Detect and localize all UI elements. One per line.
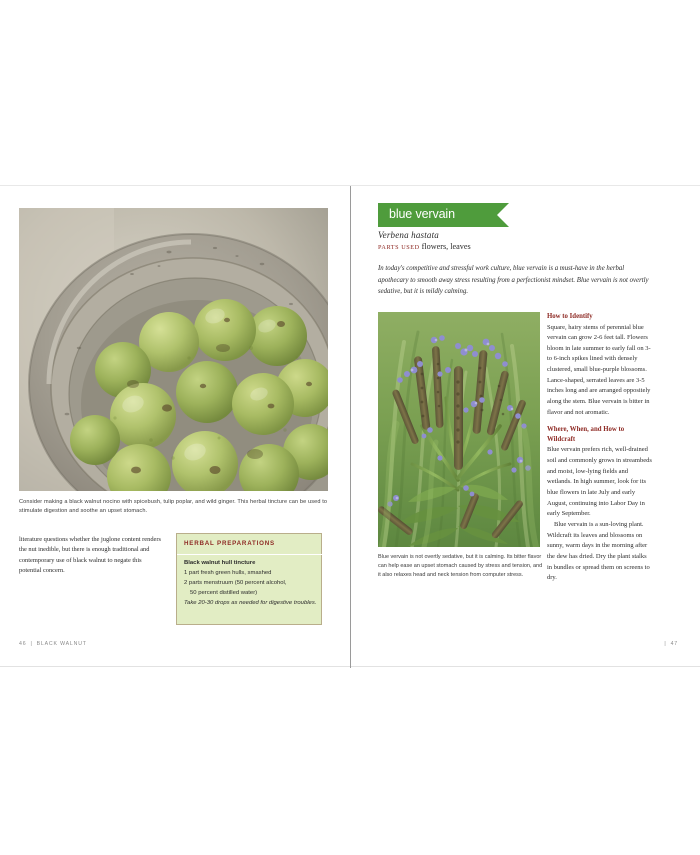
latin-botanical-name: Verbena hastata (378, 230, 439, 240)
recipe-ingredient: 1 part fresh green hulls, smashed (184, 569, 272, 576)
parts-used-value: flowers, leaves (421, 242, 471, 251)
herbal-preparations-title: HERBAL PREPARATIONS (184, 540, 275, 547)
black-walnut-photo (19, 208, 328, 491)
left-running-head: BLACK WALNUT (36, 641, 87, 647)
black-walnut-photo-caption: Consider making a black walnut nocino with spicebush, tulip poplar, and wild ginger. This herbal tincture can be used to stimulate digestion and soothe an upset stomach. (19, 499, 328, 515)
herbal-preparations-content (184, 559, 317, 609)
right-page (351, 186, 700, 668)
chapter-title-banner (378, 203, 509, 227)
recipe-ingredient: 50 percent distilled water) (190, 589, 258, 596)
section-paragraph: Blue vervain is a sun-loving plant. Wildcraft its leaves and blossoms on sunny, warm days in the morning after the dew has dried. Dry the plant stalks in bundles or spread them on screens to dry. (547, 521, 650, 582)
parts-used-line (378, 242, 471, 251)
folio-separator: | (30, 641, 33, 647)
right-page-folio (664, 641, 678, 647)
left-page-folio (19, 641, 87, 647)
blue-vervain-photo-caption: Blue vervain is not overtly sedative, but it is calming. Its bitter flavor can help ease an upset stomach caused by stress and tension, and it also relaxes head and neck tension from computer stress. (378, 554, 543, 579)
folio-separator: | (664, 641, 667, 647)
section-heading-where-when-how-to-wildcraft: Where, When, and How to Wildcraft (547, 426, 625, 443)
section-paragraph: Blue vervain prefers rich, well-drained soil and commonly grows in streambeds and moist, low-lying fields and wetlands. In high summer, look for its blue flowers in late July and early August, continuing into Labor Day in early September. (547, 446, 652, 518)
intro-paragraph: In today's competitive and stressful work culture, blue vervain is a must-have in the herbal apothecary to smooth away stress resulting from a perfectionist mindset. Blue vervain is not overtly sedative, but it is mildly calming. (378, 265, 649, 296)
right-page-text-column (547, 312, 653, 584)
recipe-dosage: Take 20-30 drops as needed for digestive troubles. (184, 599, 317, 606)
herbal-preparations-box (176, 533, 322, 625)
left-page (0, 186, 350, 668)
right-page-number: 47 (670, 641, 678, 647)
recipe-name: Black walnut hull tincture (184, 560, 256, 566)
section-spacer (547, 418, 653, 425)
recipe-ingredient: 2 parts menstruum (50 percent alcohol, (184, 579, 287, 586)
herbal-box-divider (177, 554, 323, 555)
chapter-title-text: blue vervain (389, 207, 455, 221)
left-page-body-text: literature questions whether the juglone content renders the nut inedible, but there is enough traditional and contemporary use of black walnut to negate this potential concern. (19, 536, 161, 575)
section-heading-how-to-identify: How to Identify (547, 313, 593, 320)
book-spread (0, 185, 700, 667)
section-paragraph: Square, hairy stems of perennial blue vervain can grow 2-6 feet tall. Flowers bloom in late summer to early fall on 3- to 6-inch spikes lined with densely clustered, small blue-purple blossoms. Lance-shaped, serrated leaves are 3-5 inches long and are arranged oppositely along the stem. Blue vervain is bitter in flavor and not aromatic. (547, 323, 651, 416)
parts-used-label: PARTS USED (378, 244, 420, 251)
blue-vervain-photo (378, 312, 540, 547)
left-page-number: 46 (19, 641, 27, 647)
